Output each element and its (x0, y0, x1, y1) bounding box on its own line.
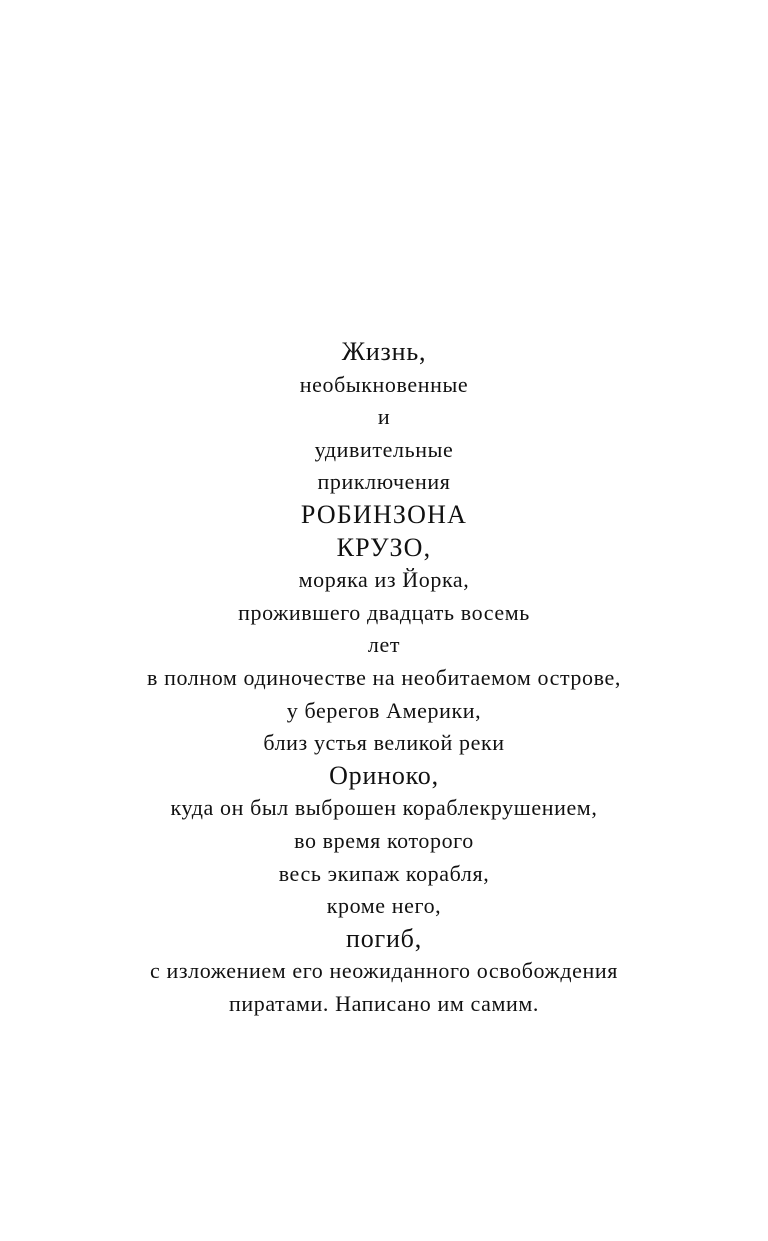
subtitle-line-orinoco: Ориноко, (329, 760, 439, 790)
subtitle-line-america: у берегов Америки, (286, 697, 482, 723)
subtitle-line-deliverance: с изложением его неожиданного освобождения (150, 958, 618, 984)
title-line-adventures: приключения (317, 469, 451, 495)
subtitle-line-lived-28: прожившего двадцать восемь (238, 599, 530, 625)
title-line-and: и (377, 404, 391, 430)
subtitle-line-pirates-written: пиратами. Написано им самим. (229, 990, 539, 1016)
book-title-page (0, 336, 768, 1020)
subtitle-line-mariner: моряка из Йорка, (298, 567, 470, 593)
title-line-crusoe: КРУЗО, (336, 532, 432, 562)
subtitle-line-crew: весь экипаж корабля, (278, 860, 490, 886)
subtitle-line-solitude: в полном одиночестве на необитаемом острове, (147, 664, 621, 690)
subtitle-line-years: лет (367, 632, 401, 658)
title-line-robinson: РОБИНЗОНА (300, 499, 468, 529)
subtitle-line-except-him: кроме него, (326, 893, 442, 919)
title-line-surprising: удивительные (314, 436, 454, 462)
subtitle-line-river-mouth: близ устья великой реки (263, 730, 505, 756)
title-line-extraordinary: необыкновенные (299, 371, 469, 397)
subtitle-line-perished: погиб, (345, 923, 423, 953)
title-line-life: Жизнь, (341, 337, 427, 366)
subtitle-line-shipwreck: куда он был выброшен кораблекрушением, (170, 795, 598, 821)
subtitle-line-during-which: во время которого (294, 827, 474, 853)
